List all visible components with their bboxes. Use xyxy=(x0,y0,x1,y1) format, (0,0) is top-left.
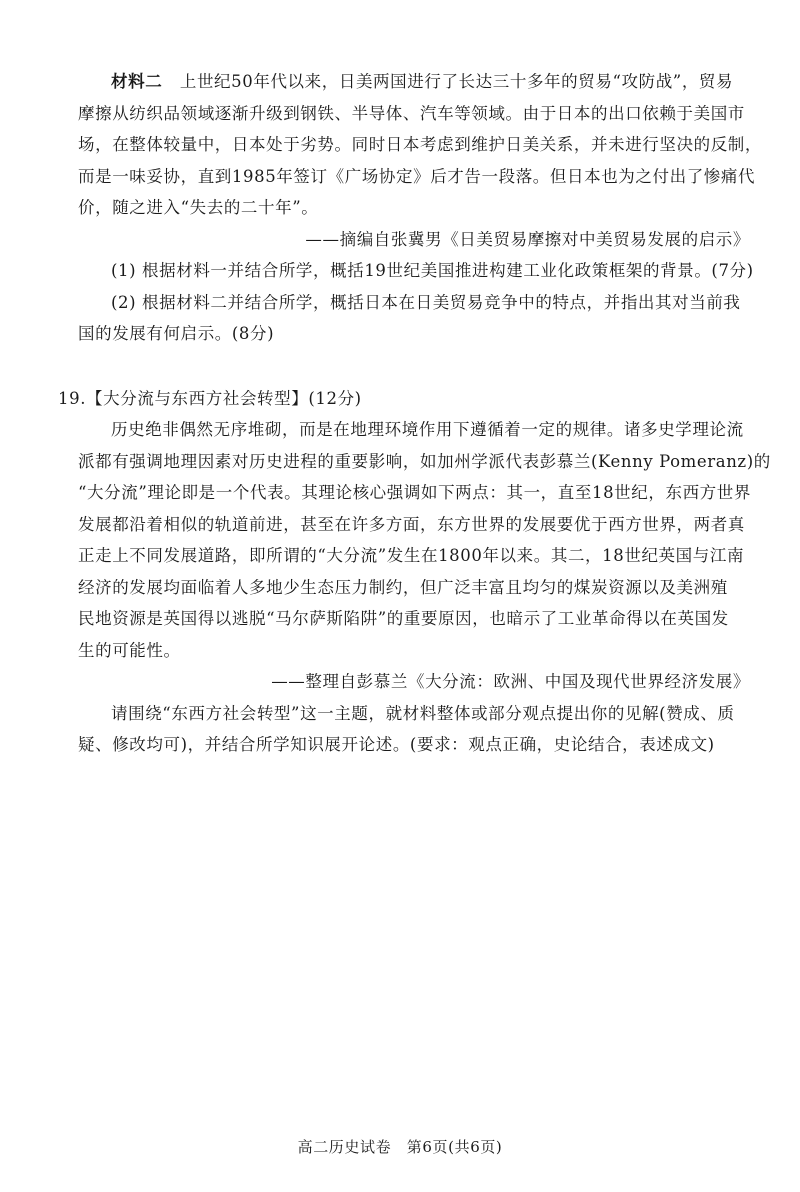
material2-text-line: 摩擦从纺织品领域逐渐升级到钢铁、半导体、汽车等领域。由于日本的出口依赖于美国市 xyxy=(78,103,745,123)
question-19-text-line: 派都有强调地理因素对历史进程的重要影响，如加州学派代表彭慕兰(Kenny Pomeranz)的 xyxy=(78,451,771,471)
material2-first-line xyxy=(78,66,750,98)
question-18-part-2: (2) 根据材料二并结合所学，概括日本在日美贸易竞争中的特点，并指出其对当前我 xyxy=(111,292,741,312)
question-19-text-line: 历史绝非偶然无序堆砌，而是在地理环境作用下遵循着一定的规律。诸多史学理论流 xyxy=(111,420,744,439)
question-19-text-line: 民地资源是英国得以逃脱“马尔萨斯陷阱”的重要原因，也暗示了工业革命得以在英国发 xyxy=(78,609,729,628)
question-18-part-1: (1) 根据材料一并结合所学，概括19世纪美国推进构建工业化政策框架的背景。(7分) xyxy=(111,261,754,280)
material2-text-line: 上世纪50年代以来，日美两国进行了长达三十多年的贸易“攻防战”，贸易 xyxy=(179,72,734,91)
question-18-part-2-cont: 国的发展有何启示。(8分) xyxy=(78,324,275,343)
question-19-prompt-cont: 疑、修改均可)，并结合所学知识展开论述。(要求：观点正确，史论结合，表述成文) xyxy=(78,735,715,754)
material2-source: ——摘编自张冀男《日美贸易摩擦对中美贸易发展的启示》 xyxy=(305,229,750,249)
material2-label: 材料二 xyxy=(111,72,163,91)
page-footer: 高二历史试卷 第6页(共6页) xyxy=(297,1138,503,1156)
question-19-text-line: 经济的发展均面临着人多地少生态压力制约，但广泛丰富且均匀的煤炭资源以及美洲殖 xyxy=(78,577,728,597)
question-19-text-line: 正走上不同发展道路，即所谓的“大分流”发生在1800年以来。其二，18世纪英国与江南 xyxy=(78,546,745,565)
exam-page xyxy=(58,66,771,761)
material2-text-line: 场，在整体较量中，日本处于劣势。同时日本考虑到维护日美关系，并未进行坚决的反制， xyxy=(78,135,762,154)
material2-text-line: 价，随之进入“失去的二十年”。 xyxy=(78,198,319,217)
question-19-text-line: 发展都沿着相似的轨道前进，甚至在许多方面，东方世界的发展要优于西方世界，两者真 xyxy=(78,514,745,534)
material2-text-line: 而是一味妥协，直到1985年签订《广场协定》后才告一段落。但日本也为之付出了惨痛代 xyxy=(78,166,756,186)
question-19-prompt: 请围绕“东西方社会转型”这一主题，就材料整体或部分观点提出你的见解(赞成、质 xyxy=(111,703,735,723)
section-gap xyxy=(78,350,750,383)
question-19-title: 19.【大分流与东西方社会转型】(12分) xyxy=(58,388,362,408)
question-19-source: ——整理自彭慕兰《大分流：欧洲、中国及现代世界经济发展》 xyxy=(271,672,750,691)
question-19-text-line: 生的可能性。 xyxy=(78,640,181,660)
question-19-text-line: “大分流”理论即是一个代表。其理论核心强调如下两点：其一，直至18世纪，东西方世界 xyxy=(78,483,751,502)
